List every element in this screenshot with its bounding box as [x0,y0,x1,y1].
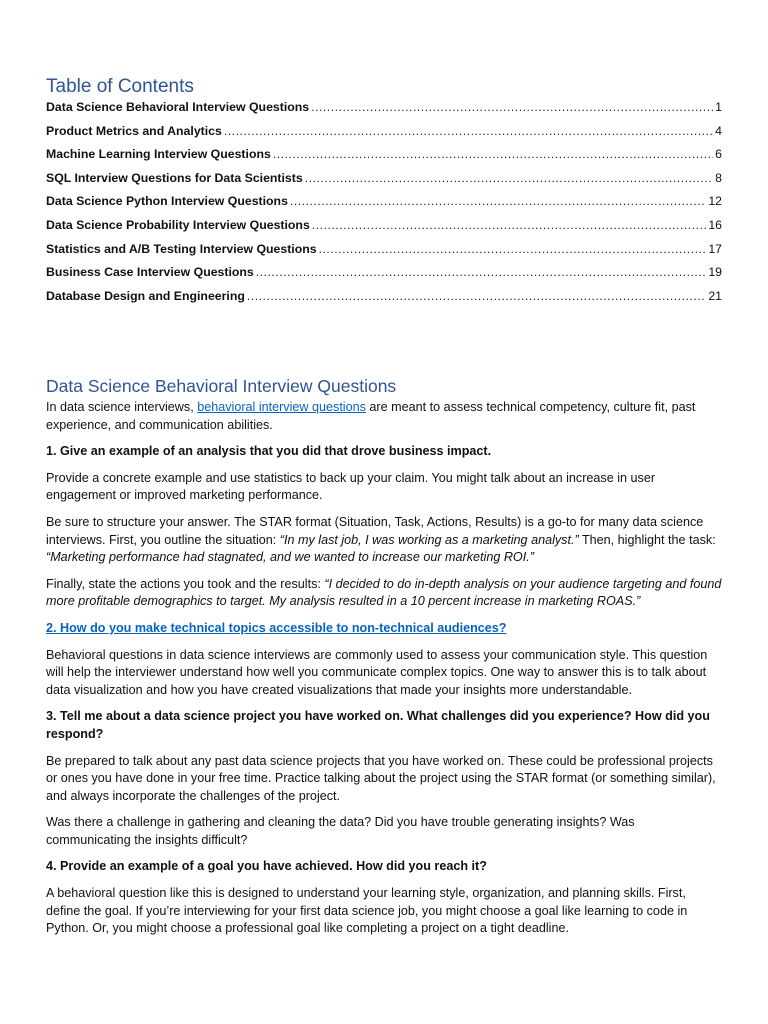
toc-entry[interactable] [46,100,722,124]
q1-p3-text: Finally, state the actions you took and the results: [46,576,325,591]
intro-text-before: In data science interviews, [46,400,198,414]
toc-entry-page: 19 [708,265,722,280]
q1-paragraph-1: Provide a concrete example and use statistics to back up your claim. You might talk about an increase in user engagement or improved marketing performance. [46,470,656,503]
toc-entry-page: 8 [715,170,722,185]
toc-leader [290,194,706,208]
intro-paragraph [46,399,722,434]
toc-entry[interactable] [46,265,722,289]
toc-leader [319,242,707,256]
table-of-contents [46,100,722,312]
toc-entry-label: Machine Learning Interview Questions [46,147,271,162]
toc-entry-page: 17 [708,241,722,256]
toc-leader [312,218,707,232]
question-4: 4. Provide an example of a goal you have achieved. How did you reach it? [46,859,487,874]
question-2-row [46,620,722,638]
toc-leader [247,289,706,303]
toc-entry[interactable] [46,147,722,171]
toc-leader [224,124,713,138]
toc-entry-page: 6 [715,147,722,162]
q3-paragraph-2: Was there a challenge in gathering and cleaning the data? Did you have trouble generating insights? Was communicating the insights difficult? [46,815,635,847]
q3-paragraph-1: Be prepared to talk about any past data science projects that you have worked on. These could be professional projects or ones you have done in your free time. Practice talking about the project using the STAR format (or something similar), and always incorporate the challenges of the project. [46,753,716,803]
toc-entry-label: Statistics and A/B Testing Interview Questions [46,241,317,256]
behavioral-questions-link[interactable]: behavioral interview questions [197,400,366,414]
toc-leader [305,171,713,185]
intro-text-after: are meant to assess technical competency, culture fit, past experience, and communication abilities. [46,400,696,432]
toc-entry[interactable] [46,171,722,195]
q2-paragraph-1: Behavioral questions in data science interviews are commonly used to assess your communication style. This question will help the interviewer understand how well you communicate complex topics. One way to answer this is to talk about data visualization and how you have created visualizations that made your insights more understandable. [46,647,708,697]
toc-entry[interactable] [46,124,722,148]
q1-p2-quote-2: “Marketing performance had stagnated, and we wanted to increase our marketing ROI.” [46,550,534,565]
toc-entry-page: 4 [715,123,722,138]
toc-entry[interactable] [46,289,722,313]
q1-p3-quote: “I decided to do in-depth analysis on your audience targeting and found more profitable demographics to target. My analysis resulted in a 10 percent increase in marketing ROAS.” [46,576,722,609]
q1-p2-text-b: Then, highlight the task: [578,532,716,547]
toc-entry-label: Product Metrics and Analytics [46,123,222,138]
toc-entry-label: Database Design and Engineering [46,288,245,303]
section-heading: Data Science Behavioral Interview Questions [46,376,397,396]
q4-paragraph-1: A behavioral question like this is designed to understand your learning style, organization, and planning skills. First, define the goal. If you’re interviewing for your first data science job, you might choose a goal like learning to code in Python. Or, you might choose a professional goal like completing a project on a tight deadline. [46,886,688,936]
toc-entry-label: Business Case Interview Questions [46,265,254,280]
toc-entry-page: 21 [708,288,722,303]
toc-entry-label: Data Science Probability Interview Questions [46,217,310,232]
toc-entry-label: SQL Interview Questions for Data Scientists [46,170,303,185]
toc-entry-page: 16 [708,217,722,232]
toc-entry[interactable] [46,194,722,218]
q1-paragraph-2 [46,514,722,567]
question-2-link[interactable]: 2. How do you make technical topics accessible to non-technical audiences? [46,620,507,635]
question-3: 3. Tell me about a data science project you have worked on. What challenges did you experience? How did you respond? [46,709,710,741]
toc-entry-label: Data Science Python Interview Questions [46,194,288,209]
q1-p2-quote-1: “In my last job, I was working as a marketing analyst.” [279,532,579,547]
toc-entry-page: 12 [708,194,722,209]
question-1: 1. Give an example of an analysis that you did that drove business impact. [46,444,492,459]
behavioral-section [46,376,722,947]
toc-leader [273,147,713,161]
q1-paragraph-3 [46,576,722,611]
toc-entry-label: Data Science Behavioral Interview Questions [46,100,310,114]
q1-p2-text-a: Be sure to structure your answer. The STAR format (Situation, Task, Actions, Results) is a go-to for many data science interviews. First, you outline the situation: [46,514,704,547]
toc-entry[interactable] [46,242,722,266]
toc-entry-page: 1 [715,100,722,114]
toc-entry[interactable] [46,218,722,242]
toc-leader [311,100,713,114]
toc-title: Table of Contents [46,76,194,97]
toc-leader [256,265,707,279]
